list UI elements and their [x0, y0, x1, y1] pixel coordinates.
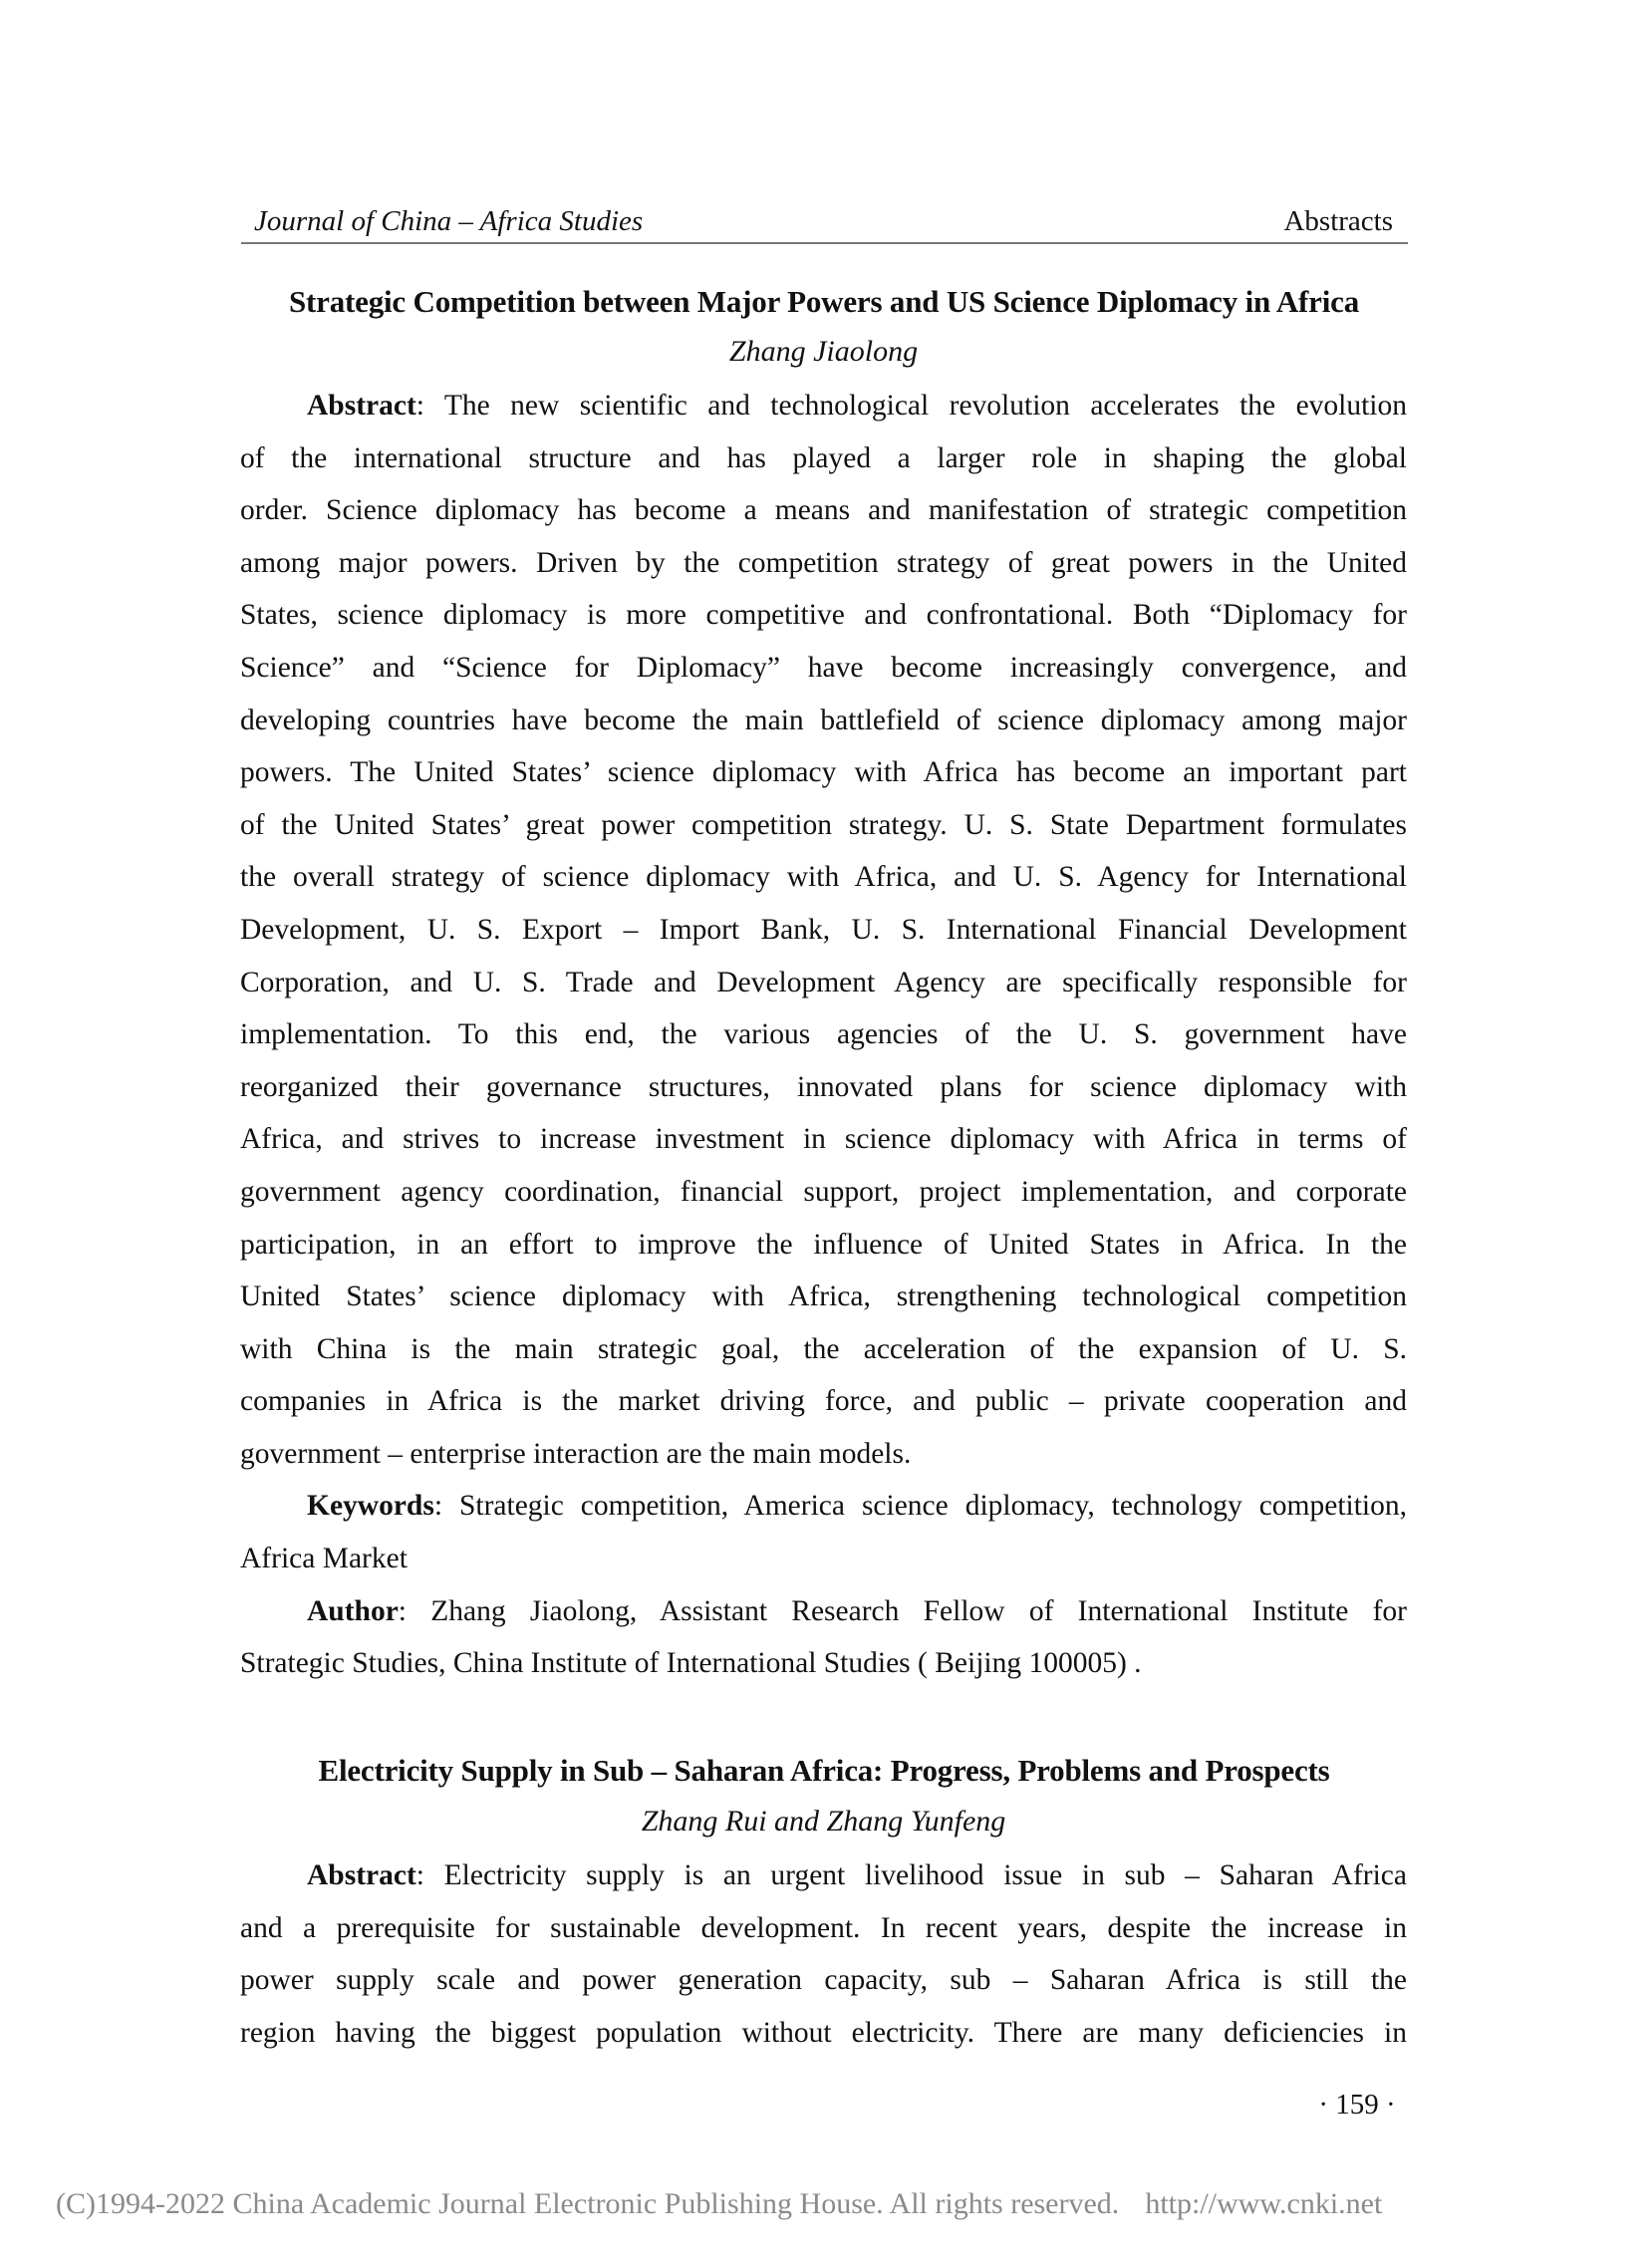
- page-number: · 159 ·: [1318, 2089, 1396, 2121]
- running-header: [241, 203, 1408, 243]
- abstract-line: United States’ science diplomacy with Africa, strengthening technological competition: [240, 1280, 1407, 1313]
- abstract-line: of the United States’ great power competition strategy. U. S. State Department formulates: [240, 808, 1407, 841]
- abstract-line: power supply scale and power generation capacity, sub – Saharan Africa is still the: [240, 1964, 1407, 1997]
- copyright-footer: [56, 2186, 1382, 2222]
- abstract-line: the overall strategy of science diplomacy with Africa, and U. S. Agency for International: [240, 861, 1407, 894]
- article-1-title: Strategic Competition between Major Powers and US Science Diplomacy in Africa: [288, 284, 1360, 319]
- article-2-authors: Zhang Rui and Zhang Yunfeng: [641, 1805, 1006, 1838]
- abstract-line: States, science diplomacy is more competitive and confrontational. Both “Diplomacy for: [240, 599, 1407, 632]
- author-info-line: Strategic Studies, China Institute of International Studies ( Beijing 100005) .: [240, 1647, 1142, 1680]
- author-info-line: Author: Zhang Jiaolong, Assistant Research Fellow of International Institute for: [307, 1594, 1407, 1627]
- keywords-line: Africa Market: [240, 1543, 408, 1575]
- abstract-line: region having the biggest population without electricity. There are many deficiencies in: [240, 2016, 1407, 2049]
- abstract-line: Africa, and strives to increase investment in science diplomacy with Africa in terms of: [240, 1123, 1407, 1156]
- header-rule: [241, 242, 1408, 244]
- abstract-line: Science” and “Science for Diplomacy” have become increasingly convergence, and: [240, 651, 1407, 684]
- article-1-abstract: [240, 388, 1407, 1698]
- keywords-label: Keywords: [307, 1490, 434, 1523]
- abstract-line: participation, in an effort to improve the influence of United States in Africa. In the: [240, 1228, 1407, 1261]
- abstract-label: Abstract: [307, 1859, 416, 1891]
- abstract-line: Development, U. S. Export – Import Bank, U. S. International Financial Development: [240, 913, 1407, 946]
- abstract-line: with China is the main strategic goal, the acceleration of the expansion of U. S.: [240, 1332, 1407, 1365]
- abstract-line: of the international structure and has played a larger role in shaping the global: [240, 441, 1407, 474]
- article-2-title: Electricity Supply in Sub – Saharan Africa: Progress, Problems and Prospects: [318, 1753, 1330, 1788]
- article-1-authors: Zhang Jiaolong: [728, 335, 919, 368]
- keywords-line: Keywords: Strategic competition, America science diplomacy, technology competition,: [307, 1490, 1407, 1523]
- copyright-text: (C)1994-2022 China Academic Journal Electronic Publishing House. All rights reserved.: [56, 2187, 1120, 2220]
- footer-url[interactable]: http://www.cnki.net: [1145, 2187, 1383, 2220]
- abstract-line: implementation. To this end, the various agencies of the U. S. government have: [240, 1018, 1407, 1051]
- abstract-line: among major powers. Driven by the competition strategy of great powers in the United: [240, 546, 1407, 579]
- author-label: Author: [307, 1594, 399, 1627]
- abstract-line: powers. The United States’ science diplomacy with Africa has become an important part: [240, 756, 1407, 789]
- abstract-line: Abstract: The new scientific and technological revolution accelerates the evolution: [307, 390, 1407, 422]
- abstract-line: developing countries have become the main battlefield of science diplomacy among major: [240, 704, 1407, 736]
- abstract-line: government agency coordination, financial support, project implementation, and corporate: [240, 1175, 1407, 1208]
- abstract-line: government – enterprise interaction are the main models.: [240, 1437, 912, 1470]
- article-2-abstract: [240, 1857, 1407, 2067]
- abstract-line: and a prerequisite for sustainable development. In recent years, despite the increase in: [240, 1911, 1407, 1944]
- abstract-line: Corporation, and U. S. Trade and Development Agency are specifically responsible for: [240, 966, 1407, 998]
- section-name: Abstracts: [1283, 205, 1393, 237]
- abstract-line: companies in Africa is the market driving force, and public – private cooperation and: [240, 1385, 1407, 1418]
- abstract-line: order. Science diplomacy has become a means and manifestation of strategic competition: [240, 494, 1407, 527]
- abstract-label: Abstract: [307, 390, 416, 422]
- abstract-line: Abstract: Electricity supply is an urgent livelihood issue in sub – Saharan Africa: [307, 1859, 1407, 1891]
- abstract-line: reorganized their governance structures, innovated plans for science diplomacy with: [240, 1070, 1407, 1103]
- journal-name: Journal of China – Africa Studies: [254, 205, 644, 237]
